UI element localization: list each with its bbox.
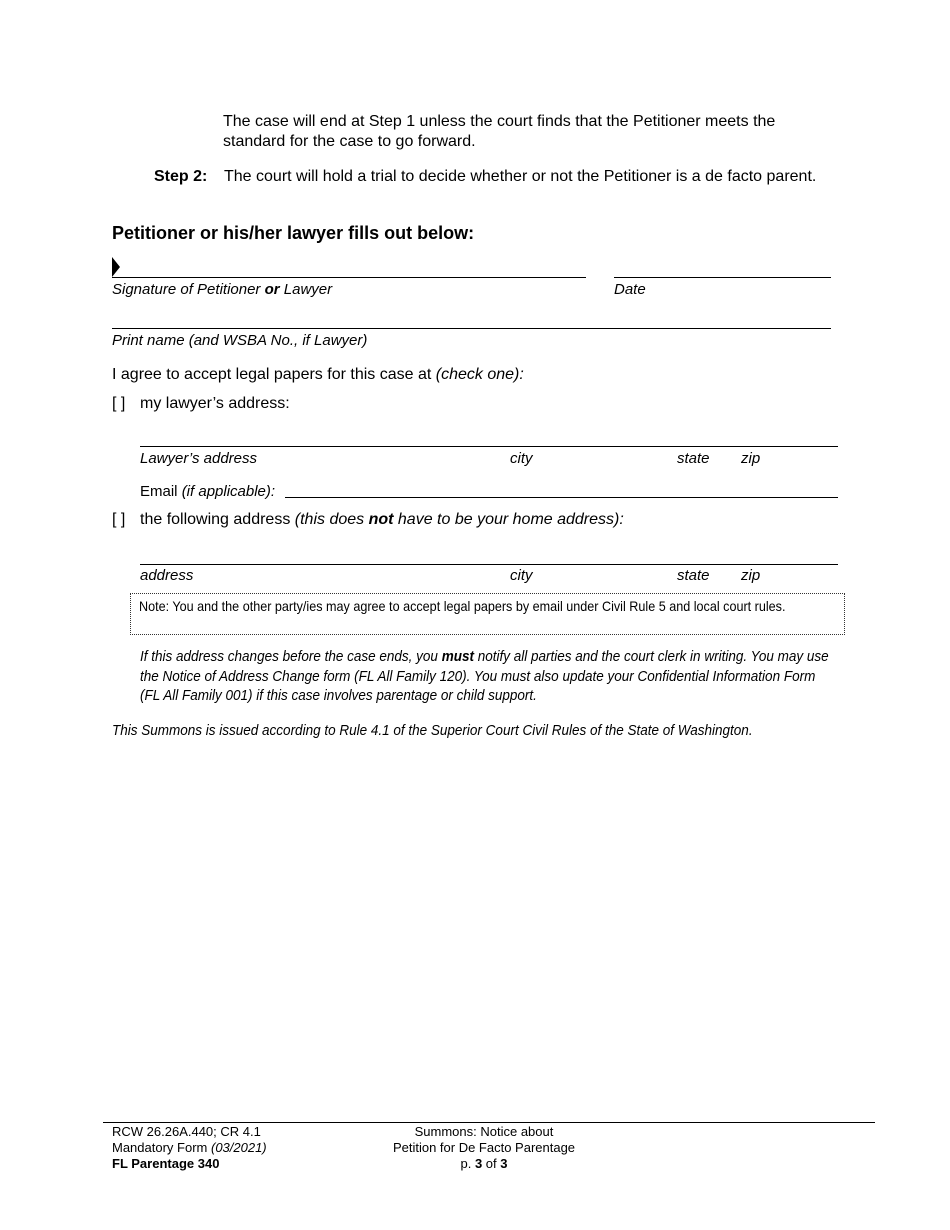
state-label: state [677,450,710,467]
city-label-2: city [510,567,533,584]
signature-flag-icon [112,257,120,277]
email-line[interactable] [285,497,838,498]
email-note-box [130,593,845,635]
state-label-2: state [677,567,710,584]
zip-label: zip [741,450,761,467]
print-name-line[interactable] [112,328,831,329]
footer-divider [103,1122,875,1123]
lawyer-address-checkbox[interactable]: [ ] [112,395,126,412]
footer-page-number: p. 3 of 3 [460,1156,508,1171]
footer-title-line2: Petition for De Facto Parentage [392,1140,576,1155]
address-label: address [140,567,194,584]
following-address-option-label: the following address (this does not have to be your home address): [140,511,624,528]
lawyer-address-label: Lawyer’s address [140,450,258,467]
signature-section-heading: Petitioner or his/her lawyer fills out below: [112,223,475,243]
address-change-notice: If this address changes before the case ends, you must notify all parties and the court clerk in writing. You may use the Notice of Address Change form (FL All Family 120). You must also update your Confidential Information Form (FL All Family 001) if this case involves parentage or child support. [140,648,829,704]
lawyer-address-line[interactable] [140,446,838,447]
signature-line[interactable] [112,277,586,278]
city-label: city [510,450,533,467]
footer-title-line1: Summons: Notice about [414,1124,554,1139]
footer-form-number: FL Parentage 340 [112,1156,220,1171]
date-label: Date [614,281,646,298]
case-end-paragraph: The case will end at Step 1 unless the court finds that the Petitioner meets the standard for the case to go forward. [223,113,776,150]
lawyer-address-option-label: my lawyer’s address: [140,395,290,412]
footer-mandatory-form: Mandatory Form (03/2021) [112,1140,267,1155]
date-line[interactable] [614,277,831,278]
print-name-label: Print name (and WSBA No., if Lawyer) [112,332,368,349]
zip-label-2: zip [741,567,761,584]
footer-rcw: RCW 26.26A.440; CR 4.1 [112,1124,261,1139]
email-label: Email (if applicable): [140,483,276,500]
address-line[interactable] [140,564,838,565]
step2-paragraph: The court will hold a trial to decide whether or not the Petitioner is a de facto parent. [224,168,817,185]
step2-label: Step 2: [154,168,208,185]
agree-statement: I agree to accept legal papers for this case at (check one): [112,366,524,383]
summons-rule-statement: This Summons is issued according to Rule 4.1 of the Superior Court Civil Rules of the State of Washington. [112,722,753,739]
signature-label: Signature of Petitioner or Lawyer [112,281,333,298]
following-address-checkbox[interactable]: [ ] [112,511,126,528]
email-note-text: Note: You and the other party/ies may agree to accept legal papers by email under Civil Rule 5 and local court rules. [139,598,786,614]
